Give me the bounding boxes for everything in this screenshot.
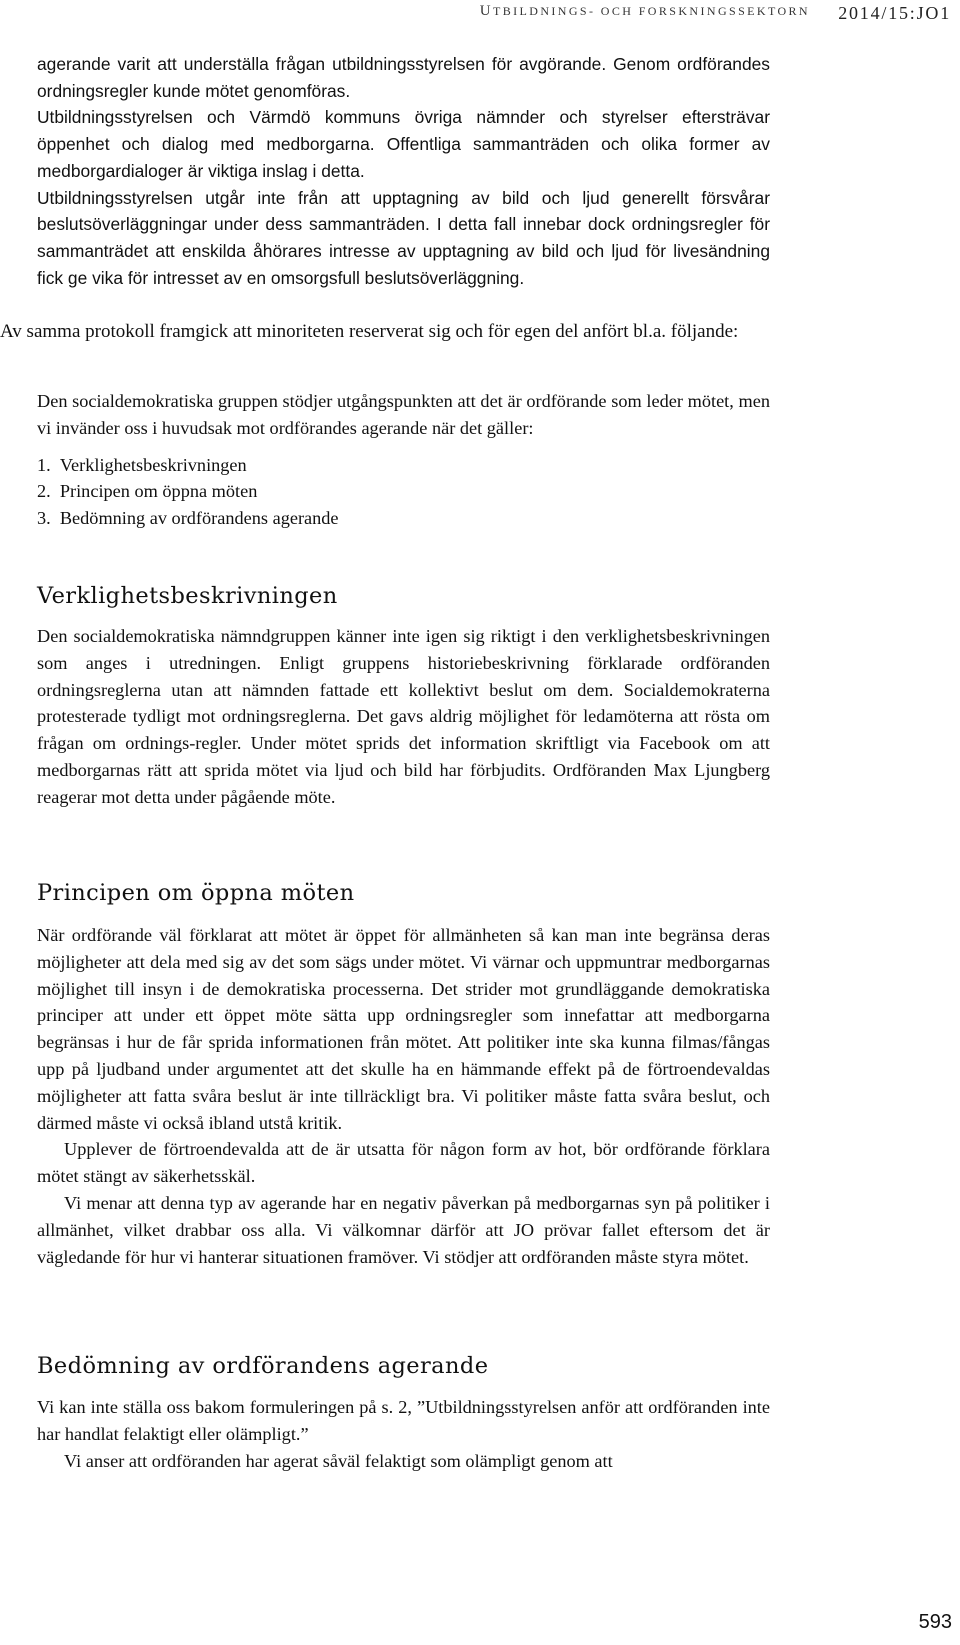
section-body-verklighetsbeskrivningen: [37, 623, 770, 811]
narrative-text: [0, 318, 780, 346]
section-heading-principen: Principen om öppna möten: [37, 880, 355, 906]
narrative-paragraph: Av samma protokoll framgick att minoriteten reserverat sig och för egen del anfört bl.a. följande:: [0, 321, 739, 342]
reservation-list: [37, 452, 770, 532]
quote-paragraph: Utbildningsstyrelsen utgår inte från att upptagning av bild och ljud generellt försvårar beslutsöverläggningar under dess sammanträden. I detta fall innebar dock ordningsregler för sammanträdet att enskilda åhörares intresse av upptagning av bild och ljud för livesändning fick ge vika för intresset av en omsorgsfull beslutsöverläggning.: [37, 187, 770, 288]
section-paragraph: Vi kan inte ställa oss bakom formuleringen på s. 2, ”Utbildningsstyrelsen anför att ordföranden inte har handlat felaktigt eller olämpligt.”: [37, 1397, 770, 1444]
header-reference: 2014/15:JO1: [838, 3, 951, 23]
reservation-intro: Den socialdemokratiska gruppen stödjer utgångspunkten att det är ordförande som leder mötet, men vi invänder oss i huvudsak mot ordförandes agerande när det gäller:: [37, 391, 770, 438]
section-paragraph: Upplever de förtroendevalda att de är utsatta för någon form av hot, bör ordförande förklara mötet stängt av säkerhetsskäl.: [37, 1139, 770, 1187]
section-body-bedomning: [37, 1394, 770, 1474]
quote-paragraph: agerande varit att underställa frågan utbildningsstyrelsen för avgörande. Genom ordförandes ordningsregler kunde mötet genomföras.: [37, 54, 770, 101]
page-number: 593: [918, 1611, 952, 1633]
list-item: 3. Bedömning av ordförandens agerande: [37, 507, 339, 528]
list-item: 2. Principen om öppna möten: [37, 481, 258, 502]
reservation-quote: [37, 388, 770, 531]
section-paragraph: Vi anser att ordföranden har agerat såväl felaktigt som olämpligt genom att: [64, 1450, 613, 1471]
section-paragraph: Vi menar att denna typ av agerande har en negativ påverkan på medborgarnas syn på politiker i allmänhet, vilket drabbar oss alla. Vi välkomnar därför att JO prövar fallet eftersom det är vägledande för hur vi hanterar situationen framöver. Vi stödjer att ordföranden måste styra mötet.: [37, 1192, 770, 1267]
section-body-principen: [37, 922, 770, 1270]
section-heading-verklighetsbeskrivningen: Verklighetsbeskrivningen: [37, 583, 338, 609]
running-header: [0, 3, 960, 33]
header-section-title: UTBILDNINGS- OCH FORSKNINGSSEKTORN: [479, 3, 810, 19]
list-item: 1. Verklighetsbeskrivningen: [37, 454, 247, 475]
quoted-response-block: [37, 51, 770, 291]
quote-paragraph: Utbildningsstyrelsen och Värmdö kommuns övriga nämnder och styrelser eftersträvar öppenhet och dialog med medborgarna. Offentliga sammanträden och olika former av medborgardialoger är viktiga inslag i detta.: [37, 107, 770, 181]
section-paragraph: Den socialdemokratiska nämndgruppen känner inte igen sig riktigt i den verklighetsbeskrivningen som anges i utredningen. Enligt gruppens historiebeskrivning förklarade ordföranden ordningsreglerna utan att nämnden fattade ett kollektivt beslut om dem. Socialdemokraterna protesterade tydligt mot ordningsreglerna. Det gavs aldrig möjlighet för ledamöterna att rösta om frågan om ordnings-regler. Under mötet sprids det information skriftligt via Facebook om att medborgarnas rätt att sprida mötet via ljud och bild har förbjudits. Ordföranden Max Ljungberg reagerar mot detta under pågående möte.: [37, 626, 770, 807]
section-paragraph: När ordförande väl förklarat att mötet är öppet för allmänheten så kan man inte begränsa deras möjligheter att dela med sig av det som sägs under mötet. Vi värnar och uppmuntrar medborgarnas möjlighet till insyn i de demokratiska processerna. Det strider mot grundläggande demokratiska principer att under ett öppet möte sätta upp ordningsregler som innefattar att medborgarna begränsas i hur de får sprida informationen från mötet. Att politiker inte ska kunna filmas/fångas upp på ljudband under argumentet att det skulle ha en hämmande effekt på de förtroendevaldas möjligheter att fatta svåra beslut är inte tillräckligt bra. Vi politiker måste fatta svåra beslut, och därmed måste vi också ibland utstå kritik.: [37, 925, 770, 1133]
section-heading-bedomning: Bedömning av ordförandens agerande: [37, 1353, 489, 1379]
